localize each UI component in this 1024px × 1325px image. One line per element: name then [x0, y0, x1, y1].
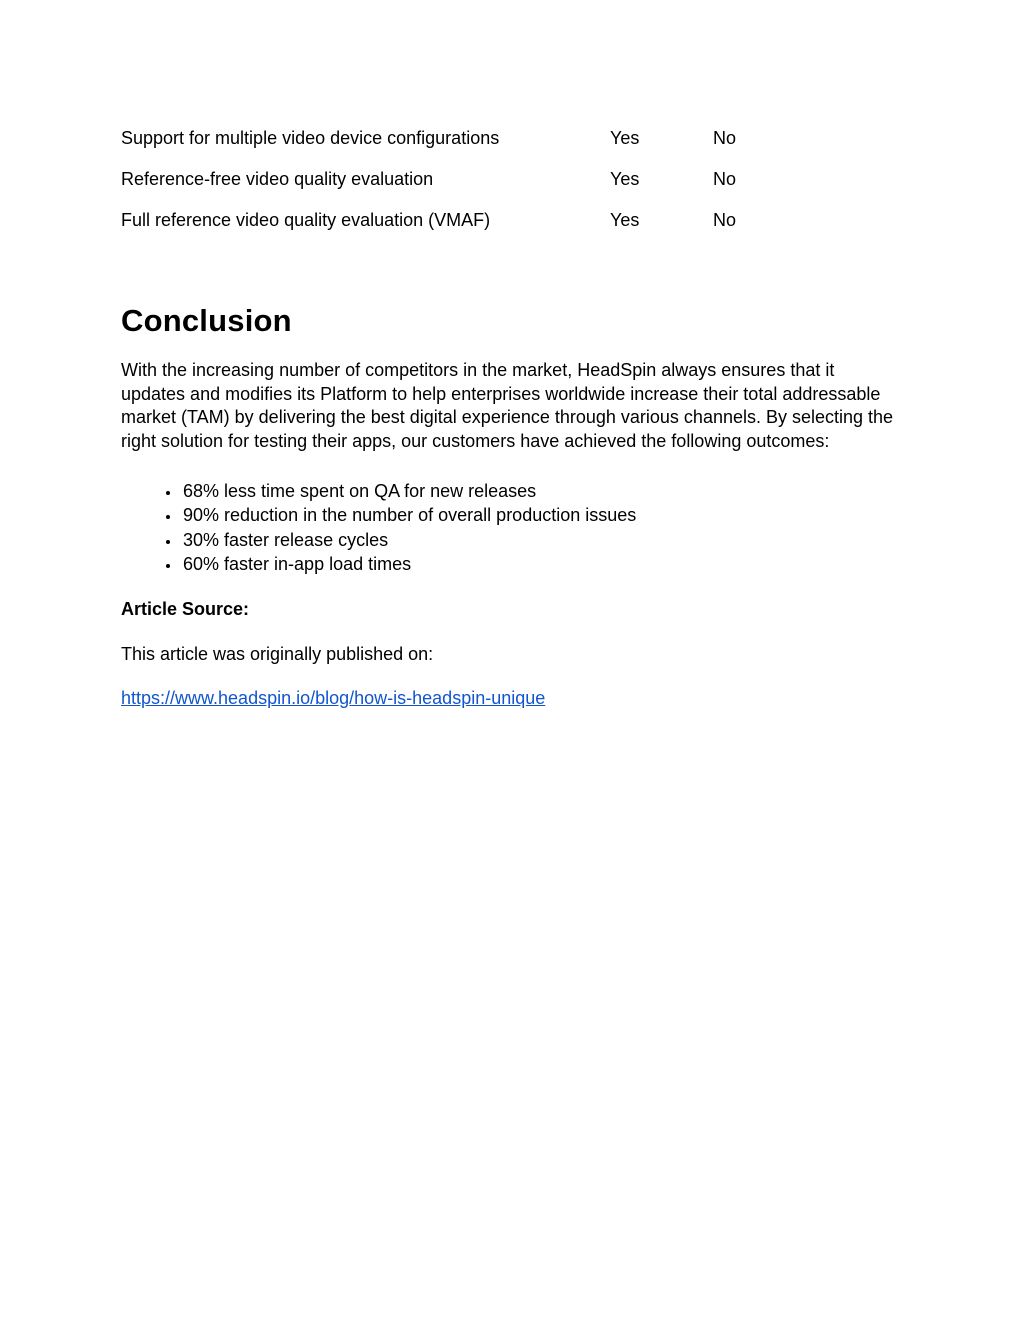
article-source-link[interactable]: https://www.headspin.io/blog/how-is-headspin-unique: [121, 687, 546, 708]
link-paragraph: [121, 687, 902, 710]
feature-cell: Full reference video quality evaluation (VMAF): [121, 210, 491, 230]
yes-cell: Yes: [610, 169, 640, 189]
table-row: [121, 159, 902, 200]
list-item: • 30% faster release cycles: [181, 528, 902, 552]
feature-cell: Reference-free video quality evaluation: [121, 169, 434, 189]
table-row: [121, 118, 902, 159]
conclusion-paragraph: With the increasing number of competitors in the market, HeadSpin always ensures that it updates and modifies its Platform to help enterprises worldwide increase their total addressable market (TAM) by delivering the best digital experience through various channels. By selecting the right solution for testing their apps, our customers have achieved the following outcomes:: [121, 360, 894, 451]
table-row: [121, 200, 902, 241]
outcomes-list: [121, 479, 902, 577]
list-item: • 60% faster in-app load times: [181, 552, 902, 576]
comparison-table: [121, 118, 902, 241]
no-cell: No: [713, 169, 737, 189]
yes-cell: Yes: [610, 128, 640, 148]
yes-cell: Yes: [610, 210, 640, 230]
published-note: This article was originally published on:: [121, 643, 434, 664]
article-source-label: Article Source:: [121, 598, 250, 619]
list-item: • 90% reduction in the number of overall production issues: [181, 503, 902, 527]
list-item: • 68% less time spent on QA for new releases: [181, 479, 902, 503]
no-cell: No: [713, 128, 737, 148]
no-cell: No: [713, 210, 737, 230]
feature-cell: Support for multiple video device configurations: [121, 128, 500, 148]
conclusion-heading: Conclusion: [121, 303, 292, 338]
